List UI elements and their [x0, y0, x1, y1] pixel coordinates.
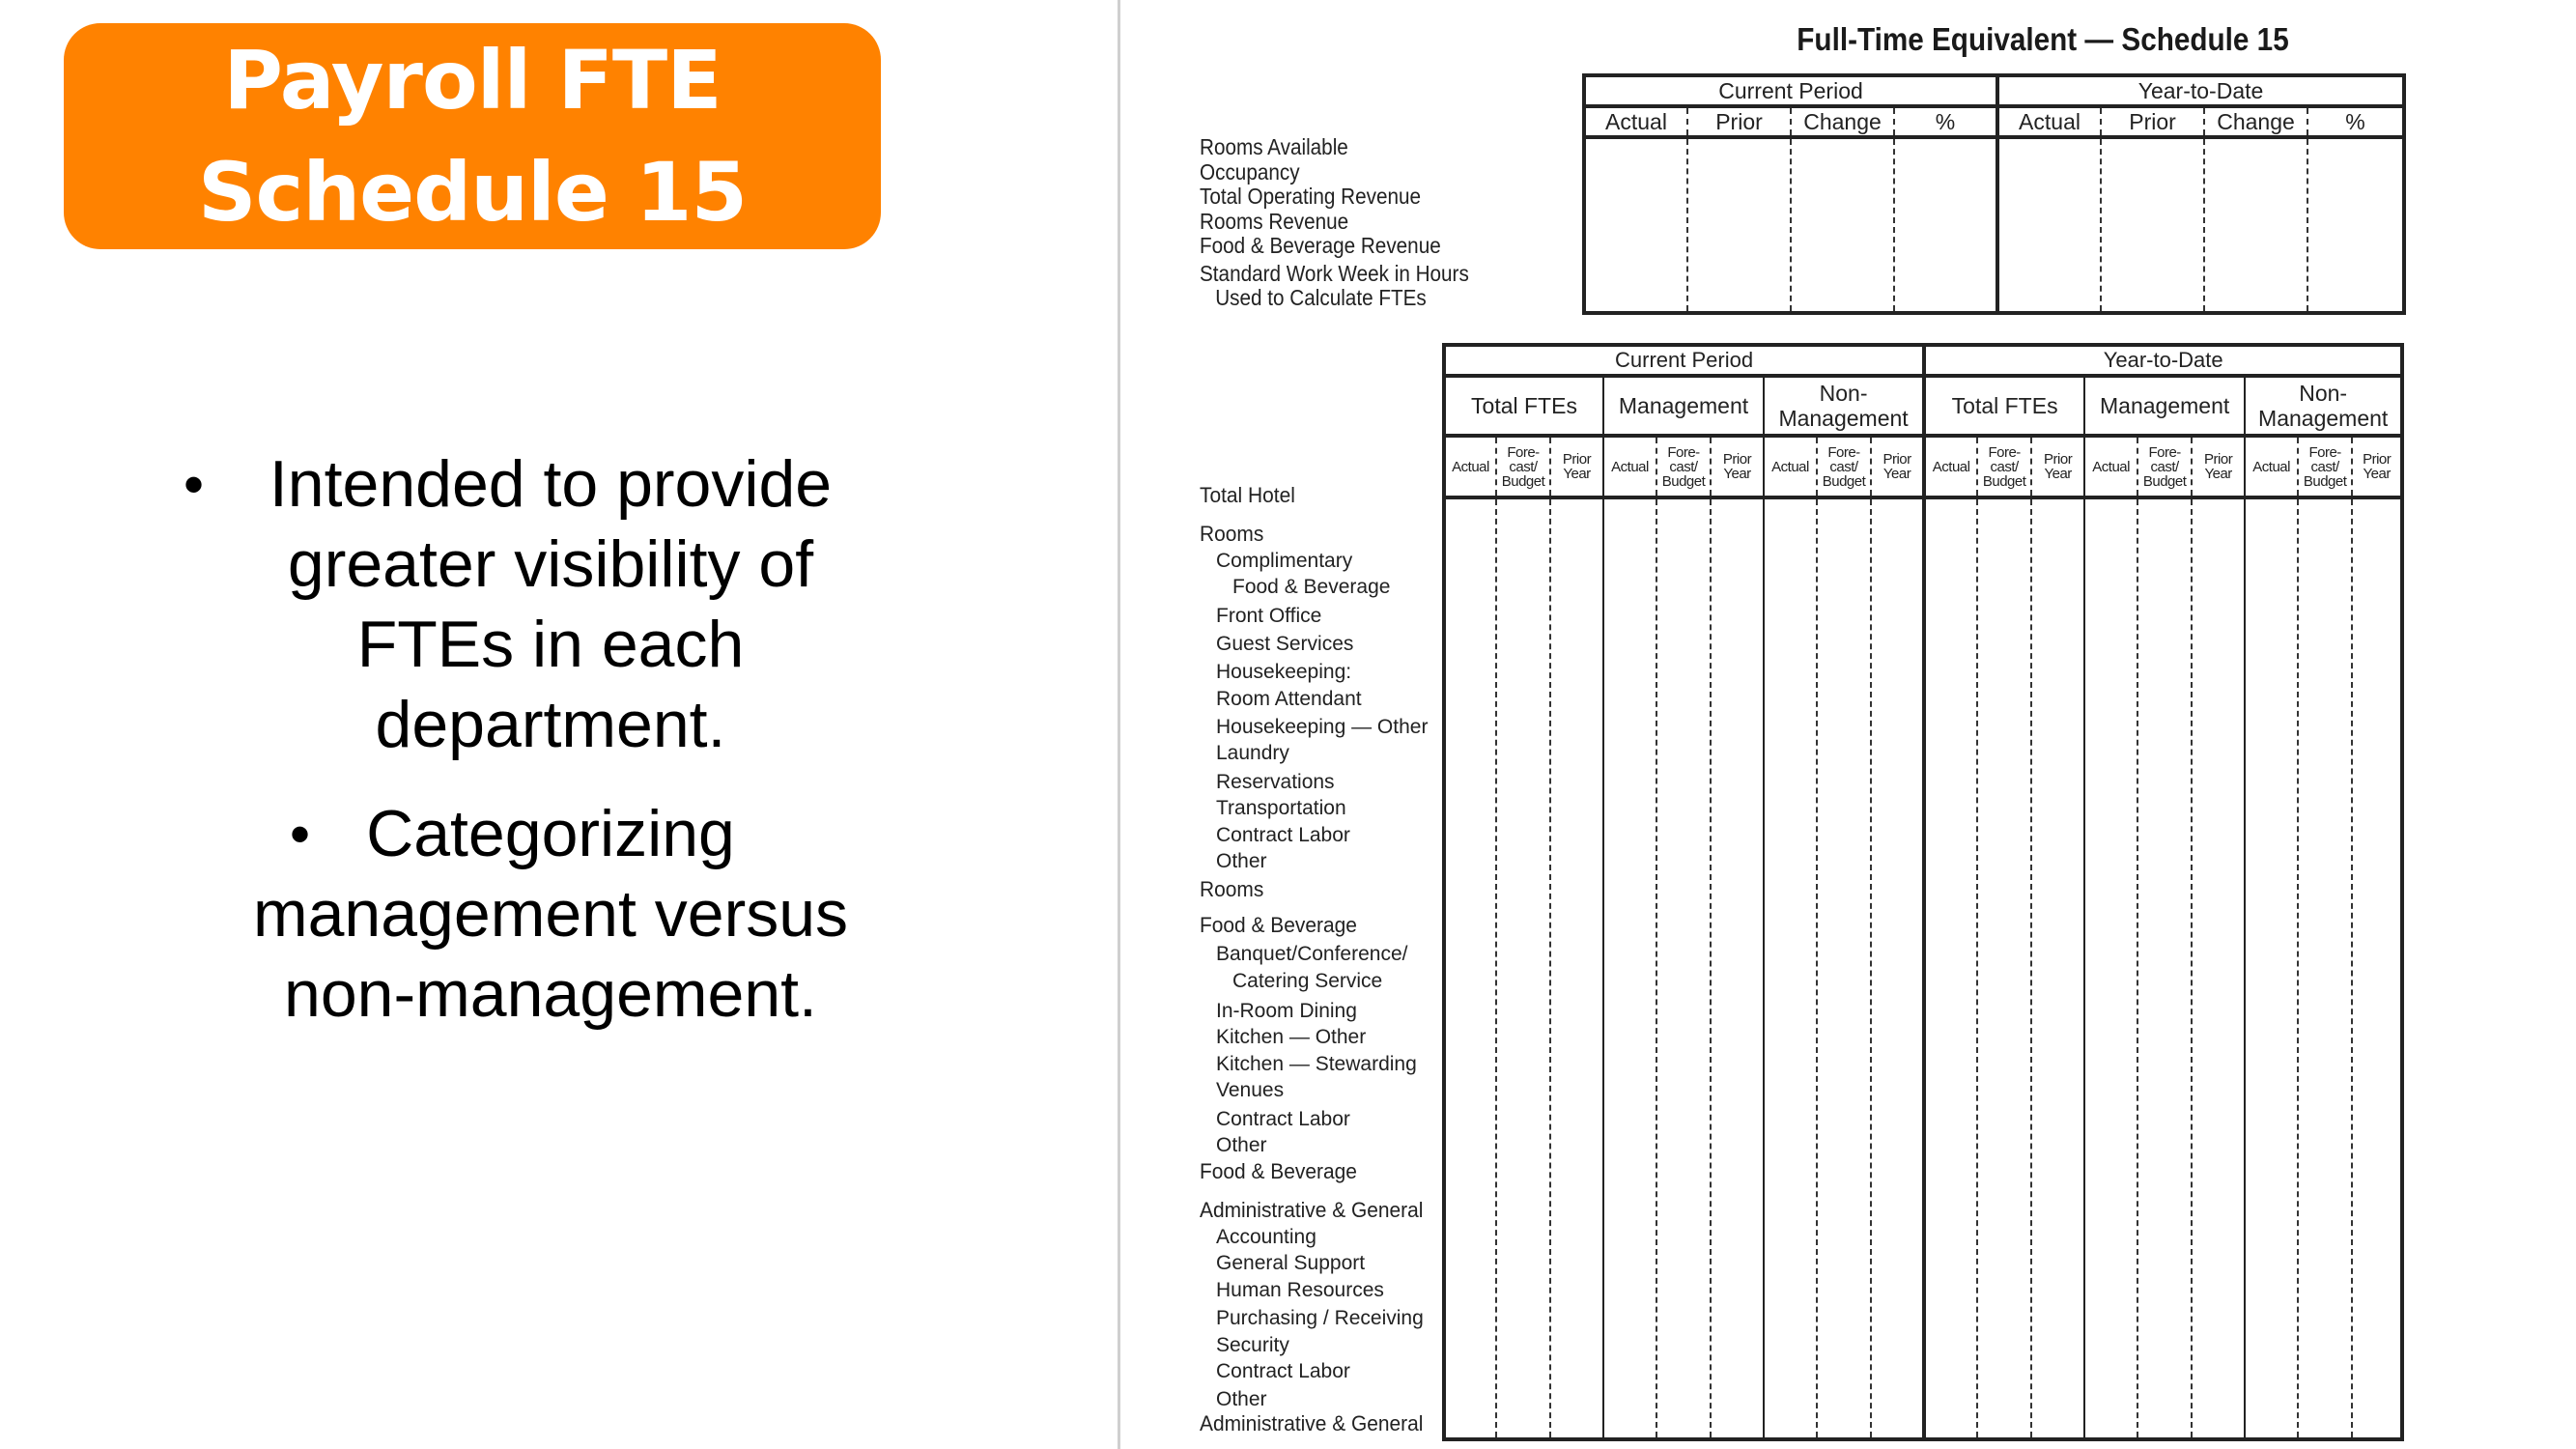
forecast-line: Fore-: [1667, 443, 1700, 461]
subcol-prior-year: [2352, 436, 2402, 497]
slide-title-box: [64, 23, 881, 249]
subcol-prior-year: [1711, 436, 1764, 497]
subcol-prior-year: [2192, 436, 2245, 497]
subcol-actual: Actual: [1764, 436, 1817, 497]
table-cell[interactable]: [1997, 137, 2101, 313]
stats-group-current-period: Current Period: [1584, 75, 1997, 106]
table-cell[interactable]: [1550, 497, 1603, 1439]
prior-line: Year: [2363, 466, 2391, 482]
forecast-line: Fore-: [1988, 443, 2021, 461]
table-cell[interactable]: [1656, 497, 1711, 1439]
table-cell[interactable]: [2101, 137, 2204, 313]
table-cell[interactable]: [2298, 497, 2352, 1439]
fte-category-total: Total FTEs: [1924, 376, 2084, 436]
forecast-line: cast/: [2310, 458, 2339, 475]
slide-title-line2: Schedule 15: [198, 145, 747, 240]
forecast-line: Budget: [1822, 472, 1866, 490]
table-cell[interactable]: [1764, 497, 1817, 1439]
department-row-label: Guest Services: [1216, 632, 1354, 655]
table-cell[interactable]: [2084, 497, 2137, 1439]
table-cell[interactable]: [1791, 137, 1894, 313]
department-row-label: Administrative & General: [1200, 1411, 1424, 1436]
fte-category-management: Management: [1603, 376, 1764, 436]
bullet-list: [155, 444, 927, 1035]
stats-label: Rooms Available: [1200, 134, 1348, 159]
department-row-label: Security: [1216, 1333, 1289, 1356]
department-row-label: Housekeeping — Other: [1216, 715, 1429, 738]
department-row-label: Catering Service: [1232, 969, 1383, 992]
prior-line: Year: [1882, 466, 1911, 482]
department-row-label: Reservations: [1216, 770, 1335, 793]
prior-line: Year: [2044, 466, 2072, 482]
col-prior: Prior: [1687, 106, 1791, 137]
department-row-label: Purchasing / Receiving: [1216, 1307, 1424, 1330]
department-row-label: Front Office: [1216, 604, 1322, 627]
department-row-label: Housekeeping:: [1216, 661, 1352, 684]
prior-line: Prior: [1562, 451, 1592, 468]
department-row-label: Human Resources: [1216, 1278, 1384, 1301]
forecast-line: cast/: [1669, 458, 1698, 475]
subcol-actual: Actual: [1924, 436, 1977, 497]
bullet-item: [155, 444, 927, 765]
table-cell[interactable]: [2352, 497, 2402, 1439]
col-percent: %: [2307, 106, 2404, 137]
department-row-label: Other: [1216, 1134, 1267, 1157]
stats-label: Occupancy: [1200, 158, 1300, 185]
bullet-text: Intended to provide greater visibility of FTEs in each department.: [269, 447, 833, 761]
prior-line: Prior: [2363, 451, 2392, 468]
subcol-forecast-budget: [1977, 436, 2031, 497]
table-cell[interactable]: [1711, 497, 1764, 1439]
prior-line: Prior: [1722, 451, 1752, 468]
fte-period-ytd: Year-to-Date: [1924, 345, 2402, 376]
stats-label: Standard Work Week in Hours: [1200, 260, 1469, 286]
col-percent: %: [1894, 106, 1997, 137]
stats-group-year-to-date: Year-to-Date: [1997, 75, 2404, 106]
forecast-line: cast/: [1829, 458, 1858, 475]
nonmgmt-line1: Non-: [1819, 381, 1868, 406]
table-cell[interactable]: [1496, 497, 1550, 1439]
department-row-label: Contract Labor: [1216, 823, 1350, 846]
stats-body-row: [1584, 137, 2404, 313]
forecast-line: Fore-: [1827, 443, 1860, 461]
col-actual: Actual: [1584, 106, 1687, 137]
department-row-label: Kitchen — Stewarding: [1216, 1052, 1417, 1075]
forecast-line: cast/: [2150, 458, 2179, 475]
forecast-line: Fore-: [2308, 443, 2341, 461]
stats-row-labels: [1200, 135, 1469, 311]
table-cell[interactable]: [1977, 497, 2031, 1439]
subcol-forecast-budget: [1656, 436, 1711, 497]
department-row-label: Rooms: [1200, 876, 1264, 901]
fte-table: [1442, 343, 2404, 1441]
stats-label: Total Operating Revenue: [1200, 184, 1421, 209]
department-row-label: Room Attendant: [1216, 687, 1362, 710]
prior-line: Prior: [2204, 451, 2233, 468]
department-row-label: Complimentary: [1216, 549, 1353, 572]
col-change: Change: [1791, 106, 1894, 137]
fte-period-current: Current Period: [1444, 345, 1924, 376]
department-row-label: Food & Beverage: [1200, 1159, 1357, 1184]
subcol-prior-year: [1871, 436, 1924, 497]
table-cell[interactable]: [2204, 137, 2307, 313]
department-row-label: Laundry: [1216, 742, 1289, 765]
nonmgmt-line1: Non-: [2299, 381, 2348, 406]
slide-left-panel: [0, 0, 1118, 1449]
schedule-document: [1120, 0, 2576, 1449]
slide-title-line1: Payroll FTE: [223, 33, 722, 128]
subcol-actual: Actual: [2084, 436, 2137, 497]
col-change: Change: [2204, 106, 2307, 137]
forecast-line: Fore-: [1507, 443, 1540, 461]
department-row-label: Kitchen — Other: [1216, 1026, 1367, 1049]
table-cell[interactable]: [1584, 137, 1687, 313]
prior-line: Year: [1723, 466, 1751, 482]
department-row-label: Venues: [1216, 1079, 1285, 1102]
table-cell[interactable]: [1687, 137, 1791, 313]
department-row-label: Other: [1216, 850, 1267, 873]
table-cell[interactable]: [1894, 137, 1997, 313]
subcol-forecast-budget: [1496, 436, 1550, 497]
stats-label: Rooms Revenue: [1200, 208, 1349, 234]
department-row-label: Contract Labor: [1216, 1107, 1350, 1130]
bullet-dot-icon: •: [290, 802, 311, 867]
subcol-forecast-budget: [2298, 436, 2352, 497]
table-cell[interactable]: [2137, 497, 2192, 1439]
nonmgmt-line2: Management: [1778, 406, 1909, 431]
subcol-forecast-budget: [2137, 436, 2192, 497]
col-prior: Prior: [2101, 106, 2204, 137]
department-row-label: General Support: [1216, 1252, 1366, 1275]
bullet-dot-icon: •: [184, 452, 205, 517]
table-cell[interactable]: [1871, 497, 1924, 1439]
department-row-label: Banquet/Conference/: [1216, 943, 1408, 966]
bullet-item: [155, 794, 927, 1035]
forecast-line: Budget: [1501, 472, 1545, 490]
fte-body-row: [1444, 497, 2402, 1439]
forecast-line: cast/: [1990, 458, 2019, 475]
department-row-label: In-Room Dining: [1216, 999, 1357, 1022]
subcol-actual: Actual: [1444, 436, 1496, 497]
fte-category-management: Management: [2084, 376, 2245, 436]
stats-table: [1582, 73, 2406, 315]
prior-line: Year: [1563, 466, 1591, 482]
table-cell[interactable]: [2192, 497, 2245, 1439]
department-row-label: Other: [1216, 1388, 1267, 1411]
prior-line: Prior: [2044, 451, 2073, 468]
forecast-line: cast/: [1509, 458, 1538, 475]
table-cell[interactable]: [2031, 497, 2084, 1439]
forecast-line: Fore-: [2148, 443, 2181, 461]
department-row-label: Rooms: [1200, 521, 1264, 546]
prior-line: Prior: [1882, 451, 1911, 468]
table-cell[interactable]: [2307, 137, 2404, 313]
forecast-line: Budget: [1661, 472, 1706, 490]
table-cell[interactable]: [1603, 497, 1656, 1439]
department-row-label: Transportation: [1216, 797, 1346, 820]
subcol-actual: Actual: [1603, 436, 1656, 497]
fte-category-total: Total FTEs: [1444, 376, 1603, 436]
department-row-label: Contract Labor: [1216, 1360, 1350, 1383]
table-cell[interactable]: [1817, 497, 1871, 1439]
table-cell[interactable]: [1924, 497, 1977, 1439]
prior-line: Year: [2204, 466, 2232, 482]
subcol-actual: Actual: [2245, 436, 2298, 497]
subcol-forecast-budget: [1817, 436, 1871, 497]
department-row-label: Food & Beverage: [1200, 913, 1357, 938]
nonmgmt-line2: Management: [2258, 406, 2389, 431]
table-cell[interactable]: [1444, 497, 1496, 1439]
table-cell[interactable]: [2245, 497, 2298, 1439]
subcol-prior-year: [1550, 436, 1603, 497]
department-row-label: Food & Beverage: [1232, 576, 1391, 599]
department-row-label: Total Hotel: [1200, 483, 1295, 507]
fte-category-nonmanagement: [2245, 376, 2402, 436]
stats-label: Used to Calculate FTEs: [1215, 285, 1427, 310]
stats-label: Food & Beverage Revenue: [1200, 233, 1441, 258]
fte-category-nonmanagement: [1764, 376, 1924, 436]
department-row-label: Accounting: [1216, 1225, 1316, 1248]
col-actual: Actual: [1997, 106, 2101, 137]
subcol-prior-year: [2031, 436, 2084, 497]
bullet-text: Categorizing management versus non-management.: [252, 797, 849, 1031]
forecast-line: Budget: [2303, 472, 2347, 490]
document-title: Full-Time Equivalent — Schedule 15: [1797, 21, 2289, 57]
department-row-label: Administrative & General: [1200, 1197, 1424, 1222]
forecast-line: Budget: [2142, 472, 2187, 490]
forecast-line: Budget: [1982, 472, 2026, 490]
